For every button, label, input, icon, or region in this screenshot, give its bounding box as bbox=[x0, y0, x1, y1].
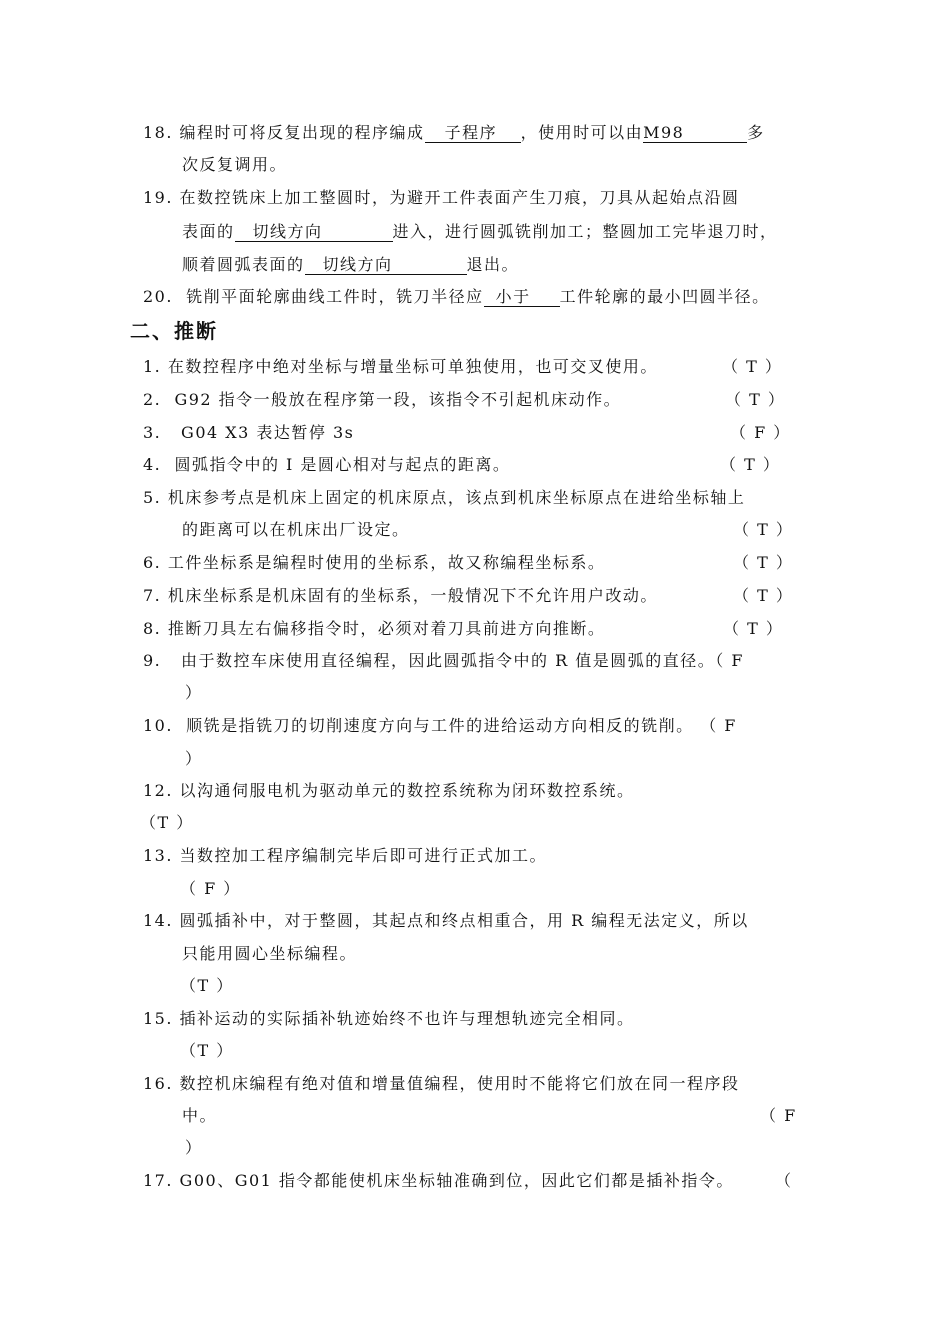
judge-answer-14: （T ） bbox=[180, 976, 234, 995]
judge-answer-3: （ F ） bbox=[730, 423, 791, 442]
judge-item-13: 13. 当数控加工程序编制完毕后即可进行正式加工。 bbox=[143, 846, 548, 865]
judge-item-9: 9. 由于数控车床使用直径编程，因此圆弧指令中的 R 值是圆弧的直径。（ F bbox=[143, 651, 744, 670]
q20-number: 20. bbox=[143, 287, 173, 306]
q18-text-post: 多 bbox=[747, 123, 765, 142]
judge-item-16: 16. 数控机床编程有绝对值和增量值编程，使用时不能将它们放在同一程序段 bbox=[143, 1074, 740, 1093]
judge-item-10: 10. 顺铣是指铣刀的切削速度方向与工件的进给运动方向相反的铣削。 （ F bbox=[143, 716, 737, 735]
judge-item-7: 7. 机床坐标系是机床固有的坐标系，一般情况下不允许用户改动。 bbox=[143, 586, 658, 605]
judge-answer-1: （ T ） bbox=[722, 357, 783, 376]
judge-item-3: 3. G04 X3 表达暂停 3s bbox=[143, 423, 355, 442]
judge-item-9-close: ） bbox=[185, 683, 203, 702]
q18-line2: 次反复调用。 bbox=[182, 155, 288, 174]
judge-item-17: 17. G00、G01 指令都能使机床坐标轴准确到位，因此它们都是插补指令。 bbox=[143, 1171, 734, 1190]
judge-answer-2: （ T ） bbox=[725, 390, 786, 409]
judge-item-4: 4. 圆弧指令中的 I 是圆心相对与起点的距离。 bbox=[143, 455, 511, 474]
judge-answer-6: （ T ） bbox=[733, 553, 794, 572]
q19-line3: 顺着圆弧表面的 切线方向 退出。 bbox=[182, 255, 520, 274]
q18-answer-1: 子程序 bbox=[425, 124, 521, 143]
judge-item-16-close: ） bbox=[185, 1138, 203, 1157]
judge-item-14: 14. 圆弧插补中，对于整圆，其起点和终点相重合，用 R 编程无法定义，所以 bbox=[143, 911, 749, 930]
judge-answer-5: （ T ） bbox=[733, 520, 794, 539]
q19-answer-1: 切线方向 bbox=[235, 223, 393, 242]
q20-line1: 20. 铣削平面轮廓曲线工件时，铣刀半径应 小于 工件轮廓的最小凹圆半径。 bbox=[143, 287, 770, 306]
judge-answer-8: （ T ） bbox=[723, 619, 784, 638]
judge-answer-12: （T ） bbox=[140, 813, 194, 832]
q18-text-mid: ，使用时可以由 bbox=[520, 123, 644, 142]
q18-number: 18. bbox=[143, 123, 173, 142]
judge-answer-17: （ bbox=[775, 1171, 793, 1190]
judge-item-1: 1. 在数控程序中绝对坐标与增量坐标可单独使用，也可交叉使用。 bbox=[143, 357, 658, 376]
judge-answer-15: （T ） bbox=[180, 1041, 234, 1060]
judge-item-12: 12. 以沟通伺服电机为驱动单元的数控系统称为闭环数控系统。 bbox=[143, 781, 635, 800]
q19-answer-2: 切线方向 bbox=[305, 256, 467, 275]
judge-item-10-close: ） bbox=[185, 749, 203, 768]
judge-answer-16: （ F bbox=[760, 1106, 797, 1125]
judge-item-5-cont: 的距离可以在机床出厂设定。 bbox=[182, 520, 410, 539]
q18-text-pre: 编程时可将反复出现的程序编成 bbox=[179, 123, 425, 142]
judge-item-5: 5. 机床参考点是机床上固定的机床原点，该点到机床坐标原点在进给坐标轴上 bbox=[143, 488, 746, 507]
judge-item-6: 6. 工件坐标系是编程时使用的坐标系，故又称编程坐标系。 bbox=[143, 553, 606, 572]
q18-answer-2: M98 bbox=[643, 124, 747, 143]
judge-item-8: 8. 推断刀具左右偏移指令时，必须对着刀具前进方向推断。 bbox=[143, 619, 606, 638]
judge-item-14-cont: 只能用圆心坐标编程。 bbox=[182, 944, 358, 963]
section-heading: 二、推断 bbox=[130, 319, 218, 343]
q19-text-1: 在数控铣床上加工整圆时，为避开工件表面产生刀痕，刀具从起始点沿圆 bbox=[179, 188, 740, 207]
judge-answer-4: （ T ） bbox=[720, 455, 781, 474]
q18-line1 bbox=[143, 123, 765, 143]
q19-line2: 表面的 切线方向 进入，进行圆弧铣削加工；整圆加工完毕退刀时， bbox=[182, 222, 778, 241]
judge-item-15: 15. 插补运动的实际插补轨迹始终不也许与理想轨迹完全相同。 bbox=[143, 1009, 635, 1028]
q20-answer: 小于 bbox=[484, 288, 560, 307]
judge-answer-7: （ T ） bbox=[733, 586, 794, 605]
q19-number: 19. bbox=[143, 188, 173, 207]
judge-item-16-cont: 中。 bbox=[182, 1106, 218, 1125]
judge-item-2: 2. G92 指令一般放在程序第一段，该指令不引起机床动作。 bbox=[143, 390, 622, 409]
q19-line1 bbox=[143, 188, 740, 208]
judge-answer-13: （ F ） bbox=[180, 879, 241, 898]
